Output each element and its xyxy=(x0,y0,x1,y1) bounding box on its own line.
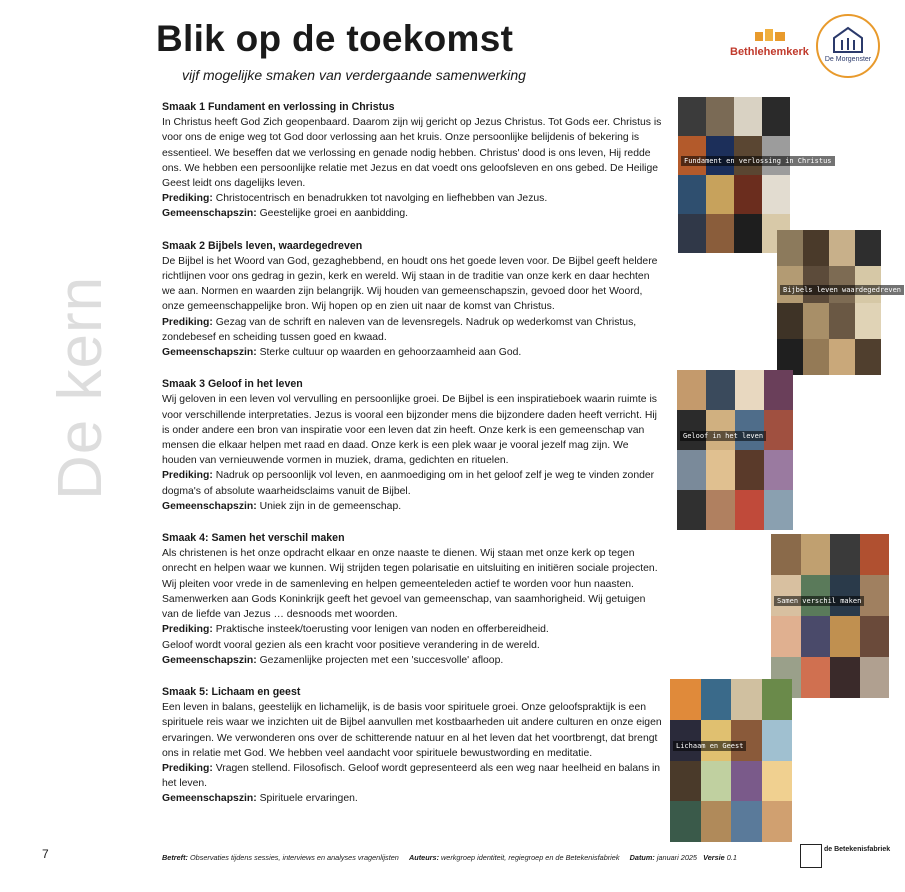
section-gemeenschap: Gemeenschapszin: Gezamenlijke projecten met een 'succesvolle' afloop. xyxy=(162,654,504,666)
collage-caption: Lichaam en Geest xyxy=(673,741,746,751)
collage-photo xyxy=(777,230,803,266)
collage-photo xyxy=(731,679,762,720)
section-body: Als christenen is het onze opdracht elkaar en onze naaste te dienen. Wij staan met onze kerk op tegen onrecht en helpen waar we kunnen. Wij strijden tegen polarisatie en uitsluiting en initiëren sociale projecten. Wij pleiten voor vrede in de samenleving en helpen gemeenteleden actief te worden voor hun naasten. Samenwerken aan Gods Koninkrijk geeft het gevoel van gemeenschap, van saamhorigheid. Wij getuigen van de liefde van Jezus … desnoods met woorden. xyxy=(162,548,658,621)
section-heading: Smaak 2 Bijbels leven, waardegedreven xyxy=(162,239,363,252)
collage-photo xyxy=(734,175,762,214)
collage-photo xyxy=(762,720,793,761)
collage-photo xyxy=(701,801,732,842)
side-label xyxy=(45,250,115,510)
collage-photo xyxy=(735,450,764,490)
main-content xyxy=(162,100,662,824)
collage-photo xyxy=(706,97,734,136)
collage-photo xyxy=(734,214,762,253)
collage-photo xyxy=(735,490,764,530)
collage-photo xyxy=(860,657,890,698)
collage-photo xyxy=(860,534,890,575)
section-smaak-4 xyxy=(162,531,662,668)
collage-photo xyxy=(677,490,706,530)
collage-caption: Fundament en verlossing in Christus xyxy=(681,156,835,166)
section-gemeenschap: Gemeenschapszin: Geestelijke groei en aanbidding. xyxy=(162,208,409,220)
section-gemeenschap: Gemeenschapszin: Sterke cultuur op waarden en gehoorzaamheid aan God. xyxy=(162,347,522,359)
collage-photo xyxy=(829,303,855,339)
collage-photo xyxy=(830,534,860,575)
section-smaak-3 xyxy=(162,377,662,514)
page-title: Blik op de toekomst xyxy=(156,18,514,59)
collage-photo xyxy=(706,214,734,253)
collage-photo xyxy=(706,370,735,410)
section-heading: Smaak 4: Samen het verschil maken xyxy=(162,532,345,545)
section-prediking: Prediking: Vragen stellend. Filosofisch. Geloof wordt gepresenteerd als een weg naar heelheid en balans in het leven. xyxy=(162,762,661,790)
collage-photo xyxy=(855,230,881,266)
collage-caption: Samen verschil maken xyxy=(774,596,864,606)
collage-photo xyxy=(735,410,764,450)
collage-photo xyxy=(762,761,793,802)
section-smaak-5 xyxy=(162,685,662,807)
collage-smaak-3 xyxy=(677,370,793,530)
collage-photo xyxy=(706,175,734,214)
section-body: De Bijbel is het Woord van God, gezaghebbend, en houdt ons het goede leven voor. De Bijbel geeft heldere richtlijnen voor ons gedrag in gezin, kerk en wereld. Wij staan in de traditie van onze kerk en daar hechten we aan. Normen en waarden zijn belangrijk. Wij houden van gemeenschapszin, gevoed door het Woord, onze gemeenschappelijke bron. Wij hopen op en zien uit naar de komst van Christus. xyxy=(162,255,658,313)
collage-caption: Geloof in het leven xyxy=(680,431,766,441)
collage-smaak-2 xyxy=(777,230,902,375)
collage-photo xyxy=(762,97,790,136)
collage-photo xyxy=(764,410,793,450)
collage-photo xyxy=(762,679,793,720)
side-label-text: De kern xyxy=(46,275,115,500)
footer: Betreft: Observaties tijdens sessies, interviews en analyses vragenlijsten Auteurs: werkgroep identiteit, regiegroep en de Betekenisfabriek Datum: januari 2025 Versie 0.1 xyxy=(162,853,737,862)
collage-photo xyxy=(678,175,706,214)
collage-photo xyxy=(777,303,803,339)
morgenster-logo xyxy=(816,14,880,78)
collage-photo xyxy=(670,679,701,720)
section-heading: Smaak 3 Geloof in het leven xyxy=(162,378,303,391)
collage-photo xyxy=(830,616,860,657)
collage-photo xyxy=(801,657,831,698)
morgenster-church-icon xyxy=(818,16,878,76)
section-gemeenschap: Gemeenschapszin: Spirituele ervaringen. xyxy=(162,793,358,805)
section-smaak-1 xyxy=(162,100,662,222)
collage-photo xyxy=(677,450,706,490)
section-body: Een leven in balans, geestelijk en lichamelijk, is de basis voor spirituele groei. Onze geloofspraktijk is een spirituele reis waar we inzichten uit de Bijbel aanvullen met kostbaarheden uit andere culturen en onze eigen ervaringen. We verwonderen ons over de schitterende natuur en al het leven dat het voortbrengt, dat brengt ons in relatie met God. We hebben veel aandacht voor spirituele bewustwording en meditatie. xyxy=(162,702,662,759)
section-extra: Geloof wordt vooral gezien als een kracht voor positieve verandering in de wereld. xyxy=(162,639,540,651)
collage-smaak-5 xyxy=(670,679,792,842)
section-prediking: Prediking: Nadruk op persoonlijk vol leven, en aanmoediging om in het geloof zelf je weg te vinden zonder dogma's of absolute waarheidsclaims vanuit de Bijbel. xyxy=(162,470,655,497)
collage-photo xyxy=(771,616,801,657)
collage-photo xyxy=(731,761,762,802)
collage-photo xyxy=(734,97,762,136)
cube-icon xyxy=(800,844,822,868)
morgenster-logo-text: De Morgenster xyxy=(824,56,872,63)
collage-photo xyxy=(803,303,829,339)
section-body: In Christus heeft God Zich geopenbaard. Daarom zijn wij gericht op Jezus Christus. Tot Gods eer. Christus is voor ons de enige weg tot God door verlossing aan het kruis. Onze persoonlijke belijdenis of bekering is essentieel. We beseffen dat we verlossing en genade nodig hebben. Christus' dood is ons leven, Hij redde ons. We hebben een persoonlijke relatie met Jezus en dat voedt ons geloofsleven en ons gebed. De Heilige Geest leidt ons dagelijks leven. xyxy=(162,117,662,190)
collage-photo xyxy=(855,339,881,375)
collage-photo xyxy=(830,657,860,698)
collage-photo xyxy=(829,230,855,266)
section-smaak-2 xyxy=(162,239,662,361)
collage-photo xyxy=(706,490,735,530)
collage-photo xyxy=(860,616,890,657)
betekenisfabriek-logo xyxy=(800,842,890,870)
collage-photo xyxy=(801,616,831,657)
collage-photo xyxy=(803,230,829,266)
section-body: Wij geloven in een leven vol vervulling en persoonlijke groei. De Bijbel is een inspiratieboek waarin ruimte is voor verschillende interpretaties. Jezus is vooral een bijzonder mens die bijzondere daden heeft verricht. Hij is onder andere een bron van inspiratie voor een leven dat zin heeft. Onze kerk is een gemeenschap van mensen die elkaar helpen met raad en daad. Onze kerk is een plek waar je vooral jezelf mag zijn. We houden van vernieuwende vormen in muziek, drama, gedichten en rituelen. xyxy=(162,394,657,467)
collage-photo xyxy=(706,410,735,450)
section-prediking: Prediking: Praktische insteek/toerusting voor lenigen van noden en offerbereidheid. xyxy=(162,624,549,636)
collage-photo xyxy=(731,801,762,842)
collage-photo xyxy=(764,450,793,490)
collage-photo xyxy=(735,370,764,410)
collage-photo xyxy=(855,303,881,339)
section-heading: Smaak 1 Fundament en verlossing in Christus xyxy=(162,101,395,113)
collage-photo xyxy=(670,761,701,802)
collage-smaak-4 xyxy=(771,534,889,698)
collage-caption: Bijbels leven waardegedreven xyxy=(780,285,904,295)
bethlehemkerk-logo xyxy=(730,22,812,64)
collage-photo xyxy=(701,761,732,802)
collage-photo xyxy=(829,339,855,375)
section-heading: Smaak 5: Lichaam en geest xyxy=(162,685,301,698)
betekenisfabriek-logo-text: de Betekenisfabriek xyxy=(824,846,891,853)
collage-photo xyxy=(764,370,793,410)
page-subtitle: vijf mogelijke smaken van verdergaande samenwerking xyxy=(182,67,526,83)
collage-photo xyxy=(670,801,701,842)
collage-photo xyxy=(701,679,732,720)
collage-photo xyxy=(771,534,801,575)
section-prediking: Prediking: Gezag van de schrift en naleven van de levensregels. Nadruk op wederkomst van Christus, zondebesef en scheiding tussen goed en kwaad. xyxy=(162,316,637,343)
collage-photo xyxy=(678,214,706,253)
collage-photo xyxy=(801,534,831,575)
collage-photo xyxy=(677,370,706,410)
collage-photo xyxy=(678,97,706,136)
section-gemeenschap: Gemeenschapszin: Uniek zijn in de gemeenschap. xyxy=(162,500,402,512)
church-icon xyxy=(753,26,787,42)
collage-smaak-1 xyxy=(678,97,832,253)
section-prediking: Prediking: Christocentrisch en benadrukken tot navolging en liefhebben van Jezus. xyxy=(162,193,548,205)
collage-photo xyxy=(764,490,793,530)
collage-photo xyxy=(677,410,706,450)
page-number: 7 xyxy=(42,847,49,861)
collage-photo xyxy=(706,450,735,490)
bethlehemkerk-logo-text: Bethlehemkerk xyxy=(730,46,809,58)
collage-photo xyxy=(762,175,790,214)
collage-photo xyxy=(762,801,793,842)
collage-photo xyxy=(803,339,829,375)
